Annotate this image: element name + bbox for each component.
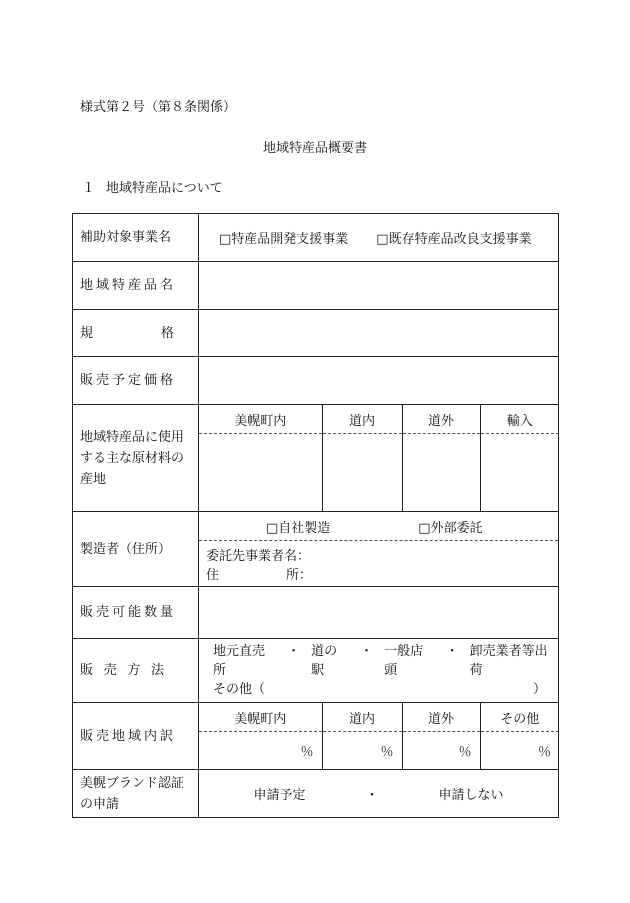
sales-method-field: [199, 639, 559, 703]
origin-label-line2: する主な原材料の: [80, 450, 185, 466]
spec-label-right: 格: [160, 325, 174, 341]
sales-region-subtable: [199, 703, 559, 769]
brand-apply-planned[interactable]: 申請予定: [253, 788, 306, 803]
document-title: 地域特産品概要書: [262, 141, 367, 156]
row-product-name: [73, 262, 559, 310]
overview-form-table: [72, 213, 559, 818]
method-separator: ・: [445, 644, 459, 659]
row-sales-method: [73, 639, 559, 703]
region-pct-bihoro[interactable]: ％: [300, 745, 314, 760]
checkbox-outsourced[interactable]: □外部委託: [418, 520, 483, 536]
row-spec: [73, 310, 559, 357]
contractor-address-label: 住 所：: [206, 568, 312, 583]
origin-label-line3: 産地: [80, 471, 107, 487]
project-name-field[interactable]: [199, 214, 559, 262]
sales-region-label: 販売地域内訳: [73, 703, 199, 770]
brand-not-apply[interactable]: 申請しない: [438, 788, 504, 803]
method-other[interactable]: その他（: [213, 682, 266, 697]
origin-col-import: 輸入: [480, 405, 559, 434]
spec-label: [73, 310, 199, 357]
brand-label: [73, 770, 199, 818]
row-quantity: [73, 587, 559, 639]
price-field[interactable]: [199, 357, 559, 405]
section-title: 地域特産品について: [106, 181, 223, 196]
row-brand: [73, 770, 559, 818]
brand-separator: ・: [365, 788, 379, 803]
product-name-field[interactable]: [199, 262, 559, 310]
method-separator: ・: [360, 644, 374, 659]
project-name-label: 補助対象事業名: [73, 214, 199, 262]
checkbox-in-house[interactable]: □自社製造: [266, 520, 331, 536]
brand-field: [199, 770, 559, 818]
spec-field[interactable]: [199, 310, 559, 357]
origin-cell-outside[interactable]: [402, 434, 480, 512]
checkbox-product-development[interactable]: □特産品開発支援事業: [219, 232, 349, 247]
method-other-close: ）: [532, 682, 546, 697]
form-label: 様式第２号（第８条関係）: [80, 100, 237, 115]
region-pct-outside[interactable]: ％: [402, 732, 480, 770]
brand-label-line2: の申請: [80, 796, 120, 812]
origin-label: [73, 405, 199, 512]
method-direct-sales[interactable]: 地元直売所: [213, 644, 266, 678]
section-number: １: [82, 181, 96, 196]
origin-label-line1: 地域特産品に使用: [80, 429, 185, 445]
origin-col-outside: 道外: [402, 405, 480, 434]
brand-label-line1: 美幌ブランド認証: [80, 775, 185, 791]
region-col-bihoro: 美幌町内: [199, 703, 322, 732]
origin-cell-hokkaido[interactable]: [322, 434, 402, 512]
method-roadside-station[interactable]: 道の駅: [311, 644, 338, 678]
region-col-outside: 道外: [402, 703, 480, 732]
row-origin: [73, 405, 559, 512]
origin-col-hokkaido: 道内: [322, 405, 402, 434]
quantity-label: 販売可能数量: [73, 587, 199, 639]
region-pct-other[interactable]: ％: [480, 732, 559, 770]
row-manufacturer: [73, 512, 559, 587]
region-pct-hokkaido[interactable]: ％: [322, 732, 402, 770]
row-project-name: [73, 214, 559, 262]
origin-grid: [199, 405, 559, 512]
manufacturer-field: [199, 512, 559, 587]
origin-cell-import[interactable]: [480, 434, 559, 512]
origin-col-bihoro: 美幌町内: [199, 405, 322, 434]
row-price: [73, 357, 559, 405]
method-general-store[interactable]: 一般店頭: [384, 644, 424, 678]
region-col-other: その他: [480, 703, 559, 732]
checkbox-product-improvement[interactable]: □既存特産品改良支援事業: [376, 232, 532, 247]
spec-label-left: 規: [80, 325, 94, 341]
price-label: 販売予定価格: [73, 357, 199, 405]
product-name-label: 地域特産品名: [73, 262, 199, 310]
quantity-field[interactable]: [199, 587, 559, 639]
origin-subtable: [199, 405, 559, 511]
method-separator: ・: [287, 644, 301, 659]
row-sales-region: [73, 703, 559, 770]
method-wholesale[interactable]: 卸売業者等出荷: [469, 644, 548, 678]
origin-cell-bihoro[interactable]: [199, 434, 322, 512]
sales-region-grid: [199, 703, 559, 770]
contractor-name-label: 委託先事業者名：: [206, 549, 311, 564]
manufacturer-label: 製造者（住所）: [73, 512, 199, 587]
sales-method-label: 販 売 方 法: [73, 639, 199, 703]
region-col-hokkaido: 道内: [322, 703, 402, 732]
section-heading: [82, 177, 223, 196]
